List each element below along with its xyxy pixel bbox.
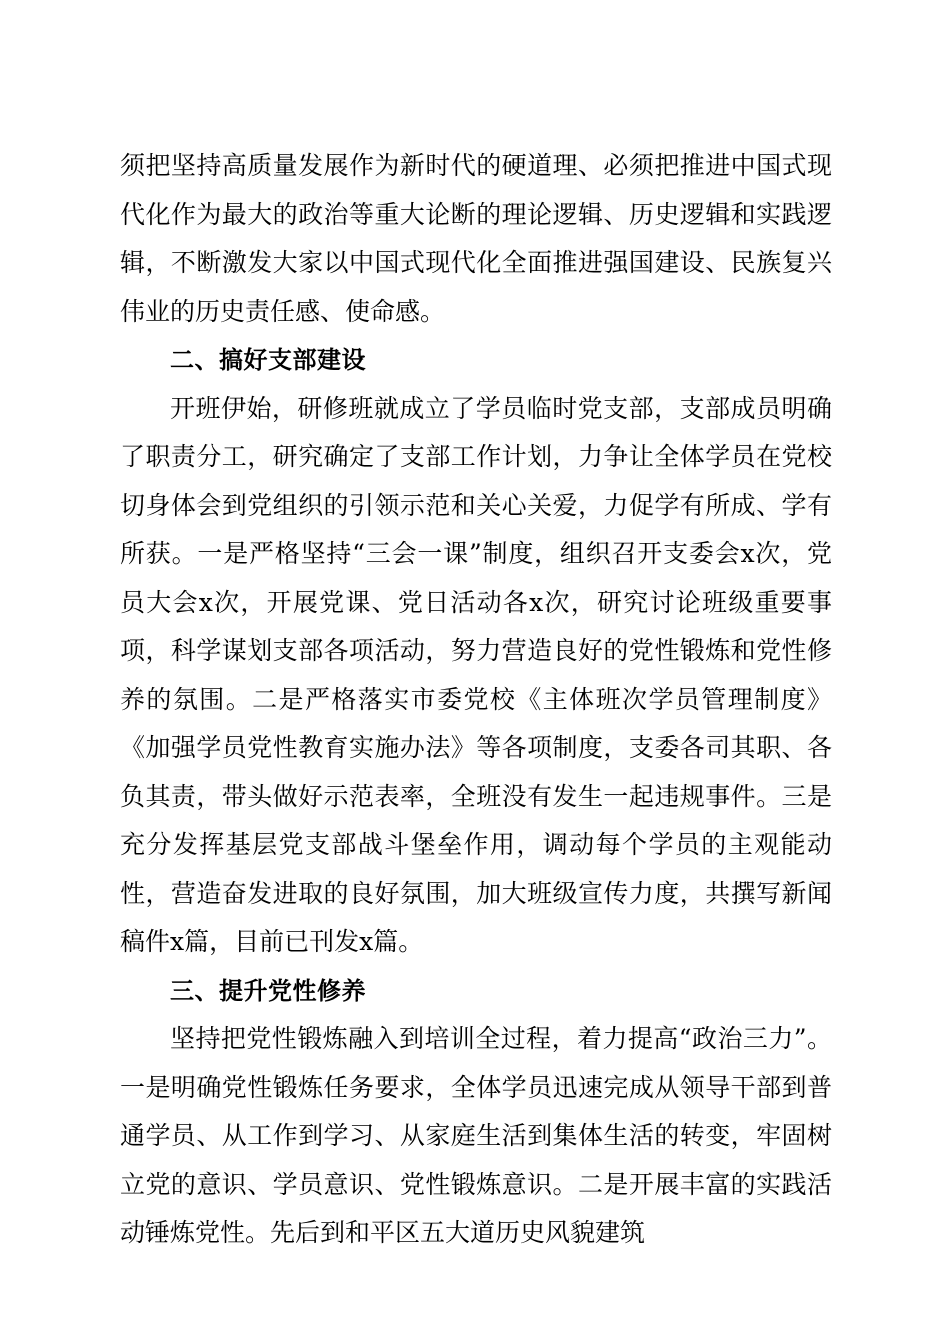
section-heading-branch-building: 二、搞好支部建设 [170,346,366,374]
paragraph-branch-building: 开班伊始，研修班就成立了学员临时党支部，支部成员明确了职责分工，研究确定了支部工作计划，力争让全体学员在党校切身体会到党组织的引领示范和关心关爱，力促学有所成、学有所获。一是严格坚持“三会一课”制度，组织召开支委会x次，党员大会x次，开展党课、党日活动各x次，研究讨论班级重要事项，科学谋划支部各项活动，努力营造良好的党性锻炼和党性修养的氛围。二是严格落实市委党校《主体班次学员管理制度》《加强学员党性教育实施办法》等各项制度，支委各司其职、各负其责，带头做好示范表率，全班没有发生一起违规事件。三是充分发挥基层党支部战斗堡垒作用，调动每个学员的主观能动性，营造奋发进取的良好氛围，加大班级宣传力度，共撰写新闻稿件x篇，目前已刊发x篇。 [120,393,832,956]
paragraph-continuation: 须把坚持高质量发展作为新时代的硬道理、必须把推进中国式现代化作为最大的政治等重大论断的理论逻辑、历史逻辑和实践逻辑，不断激发大家以中国式现代化全面推进强国建设、民族复兴伟业的历史责任感、使命感。 [120,151,832,326]
document-body [120,142,832,1258]
paragraph-party-spirit: 坚持把党性锻炼融入到培训全过程，着力提高“政治三力”。一是明确党性锻炼任务要求，全体学员迅速完成从领导干部到普通学员、从工作到学习、从家庭生活到集体生活的转变，牢固树立党的意识、学员意识、党性锻炼意识。二是开展丰富的实践活动锤炼党性。先后到和平区五大道历史风貌建筑 [120,1024,832,1247]
section-heading-party-spirit: 三、提升党性修养 [170,976,366,1005]
